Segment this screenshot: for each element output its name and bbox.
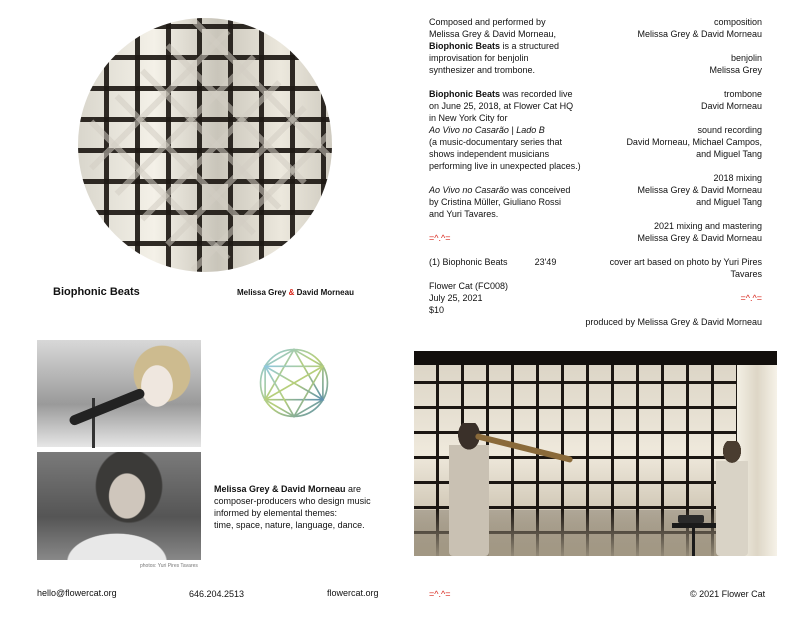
- credit-names: Melissa Grey & David Morneau: [637, 233, 762, 243]
- bio-line: time, space, nature, language, dance.: [214, 520, 365, 530]
- credit-role: sound recording: [697, 125, 762, 135]
- notes-bold: Biophonic Beats: [429, 89, 501, 99]
- notes-line: (a music-documentary series that: [429, 137, 563, 147]
- artist-1: Melissa Grey: [237, 288, 287, 297]
- bio-names: Melissa Grey & David Morneau: [214, 484, 346, 494]
- notes-line: improvisation for benjolin: [429, 53, 529, 63]
- credit-names: Melissa Grey & David Morneau: [637, 185, 762, 195]
- cat-mark: =^.^=: [429, 589, 451, 599]
- cat-mark: =^.^=: [429, 233, 451, 243]
- footer-phone: 646.204.2513: [189, 589, 245, 599]
- footer-website[interactable]: flowercat.org: [327, 588, 379, 598]
- series-title: Ao Vivo no Casarão: [429, 185, 509, 195]
- notes-line: performing live in unexpected places.): [429, 161, 581, 171]
- album-title: Biophonic Beats: [53, 286, 140, 298]
- credit-names: Melissa Grey & David Morneau: [637, 29, 762, 39]
- bio-line: [214, 483, 384, 495]
- notes-line: in New York City for: [429, 113, 508, 123]
- notes-line: on June 25, 2018, at Flower Cat HQ: [429, 101, 574, 111]
- credit-names: Melissa Grey: [709, 65, 762, 75]
- bio-line: informed by elemental themes:: [214, 508, 338, 518]
- price: $10: [429, 305, 445, 315]
- notes-p3: [429, 184, 604, 220]
- credit-role: composition: [713, 17, 762, 27]
- notes-p2: [429, 88, 604, 172]
- track-listing: [429, 256, 604, 268]
- producer-credit: produced by Melissa Grey & David Morneau: [585, 317, 762, 327]
- notes-line: synthesizer and trombone.: [429, 65, 536, 75]
- notes-line: and Yuri Tavares.: [429, 209, 499, 219]
- credits: [580, 16, 762, 328]
- track-name: (1) Biophonic Beats: [429, 257, 508, 267]
- notes-bold: Biophonic Beats: [429, 41, 501, 51]
- notes-line: [429, 40, 604, 52]
- catalog-label: Flower Cat (FC008): [429, 281, 509, 291]
- flower-cat-logo: [256, 345, 332, 421]
- footer-email[interactable]: hello@flowercat.org: [37, 588, 117, 598]
- credit-names: and Miguel Tang: [696, 197, 762, 207]
- bio-text: are: [345, 484, 362, 494]
- notes-line: [429, 184, 604, 196]
- bio-line: composer-producers who design music: [214, 496, 371, 506]
- artist-2: David Morneau: [296, 288, 354, 297]
- cover-art-circle: [78, 18, 332, 272]
- notes-line: by Cristina Müller, Giuliano Rossi: [429, 197, 562, 207]
- footer-copyright: © 2021 Flower Cat: [690, 589, 766, 599]
- credit-role: trombone: [723, 89, 762, 99]
- credit-role: 2018 mixing: [713, 173, 762, 183]
- notes-line: [429, 88, 604, 100]
- liner-notes: [429, 16, 604, 316]
- release-date: July 25, 2021: [429, 293, 483, 303]
- notes-line: shows independent musicians: [429, 149, 550, 159]
- notes-line: Composed and performed by: [429, 17, 546, 27]
- album-artists: [237, 287, 354, 299]
- artist-bio: [214, 483, 384, 531]
- performance-photo: [414, 351, 777, 556]
- notes-line: [429, 124, 604, 136]
- cover-art-credit: cover art based on photo by Yuri Pires Tavares: [609, 257, 762, 279]
- notes-text: was conceived: [508, 185, 571, 195]
- ampersand: &: [288, 288, 295, 297]
- notes-text: is a structured: [500, 41, 560, 51]
- notes-p1: [429, 16, 604, 76]
- photo-credit: photos: Yuri Pires Tavares: [140, 563, 198, 569]
- credit-names: David Morneau: [700, 101, 762, 111]
- notes-line: Melissa Grey & David Morneau,: [429, 29, 557, 39]
- photo-david-morneau: [37, 452, 201, 560]
- photo-melissa-grey: [37, 340, 201, 447]
- credit-role: benjolin: [730, 53, 762, 63]
- credit-names: and Miguel Tang: [696, 149, 762, 159]
- notes-text: was recorded live: [500, 89, 573, 99]
- credit-names: David Morneau, Michael Campos,: [626, 137, 762, 147]
- cat-mark: =^.^=: [740, 293, 762, 303]
- credit-role: 2021 mixing and mastering: [653, 221, 762, 231]
- series-title: Ao Vivo no Casarão | Lado B: [429, 125, 545, 135]
- track-time: 23'49: [534, 257, 557, 267]
